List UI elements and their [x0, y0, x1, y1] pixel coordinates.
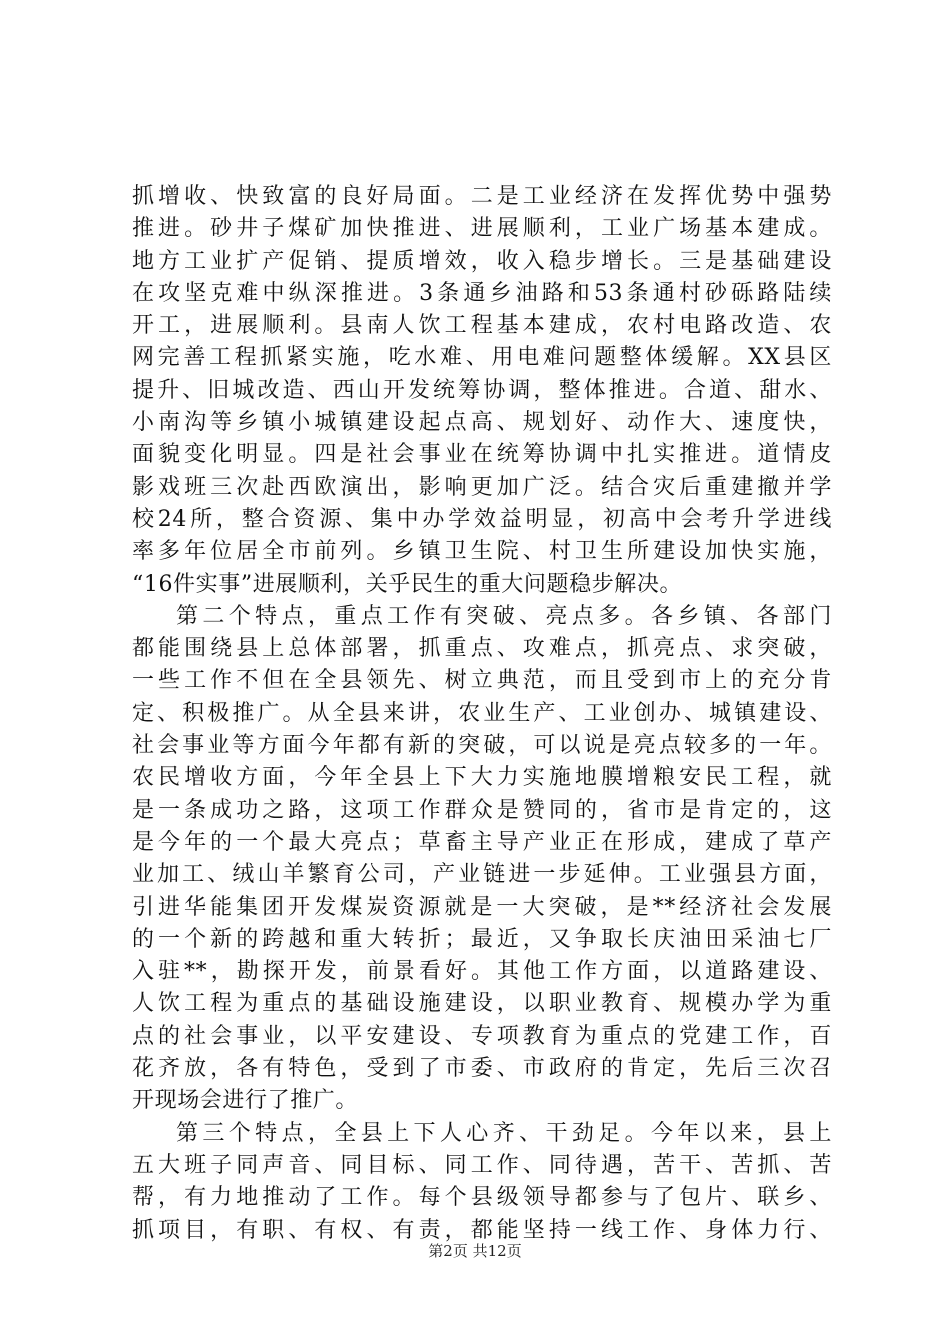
text-line: 业加工、绒山羊繁育公司，产业链进一步延伸。工业强县方面， [132, 862, 832, 888]
body-text [132, 181, 832, 1247]
text-line: 社会事业等方面今年都有新的突破，可以说是亮点较多的一年。 [132, 733, 832, 759]
text-line: 抓增收、快致富的良好局面。二是工业经济在发挥优势中强势 [132, 184, 832, 209]
text-line: 帮，有力地推动了工作。每个县级领导都参与了包片、联乡、 [132, 1185, 832, 1211]
text-line: 的一个新的跨越和重大转折；最近，又争取长庆油田采油七厂 [132, 926, 832, 952]
text-line: 地方工业扩产促销、提质增效，收入稳步增长。三是基础建设 [132, 248, 832, 274]
text-line: 花齐放，各有特色，受到了市委、市政府的肯定，先后三次召 [132, 1056, 832, 1082]
text-line: 农民增收方面，今年全县上下大力实施地膜增粮安民工程，就 [132, 765, 832, 791]
paragraph-start-line: 第二个特点，重点工作有突破、亮点多。各乡镇、各部门 [176, 603, 832, 629]
text-line: 都能围绕县上总体部署，抓重点、攻难点，抓亮点、求突破， [132, 636, 832, 662]
text-line: 入驻**，勘探开发，前景看好。其他工作方面，以道路建设、 [132, 959, 832, 985]
text-line: 校24所，整合资源、集中办学效益明显，初高中会考升学进线 [132, 506, 832, 532]
text-line: 网完善工程抓紧实施，吃水难、用电难问题整体缓解。XX县区 [132, 345, 832, 371]
text-line: 率多年位居全市前列。乡镇卫生院、村卫生所建设加快实施， [132, 539, 832, 565]
text-line: 在攻坚克难中纵深推进。3条通乡油路和53条通村砂砾路陆续 [132, 280, 832, 306]
text-line: 五大班子同声音、同目标、同工作、同待遇，苦干、苦抓、苦 [132, 1152, 832, 1178]
text-line: 人饮工程为重点的基础设施建设，以职业教育、规模办学为重 [132, 991, 832, 1017]
page-footer [0, 1241, 950, 1261]
text-line: 面貌变化明显。四是社会事业在统筹协调中扎实推进。道情皮 [132, 442, 832, 468]
text-line: 推进。砂井子煤矿加快推进、进展顺利，工业广场基本建成。 [132, 216, 832, 242]
text-line: 提升、旧城改造、西山开发统筹协调，整体推进。合道、甜水、 [132, 377, 832, 403]
text-line: 开工，进展顺利。县南人饮工程基本建成，农村电路改造、农 [132, 313, 832, 339]
text-line: 小南沟等乡镇小城镇建设起点高、规划好、动作大、速度快， [132, 410, 832, 436]
text-line: 一些工作不但在全县领先、树立典范，而且受到市上的充分肯 [132, 668, 832, 694]
text-line: 开现场会进行了推广。 [132, 1088, 359, 1114]
text-line: 点的社会事业，以平安建设、专项教育为重点的党建工作，百 [132, 1023, 832, 1049]
text-line: 影戏班三次赴西欧演出，影响更加广泛。结合灾后重建撤并学 [132, 474, 832, 500]
text-line: “16件实事”进展顺利，关乎民生的重大问题稳步解决。 [132, 571, 683, 597]
text-line: 引进华能集团开发煤炭资源就是一大突破，是**经济社会发展 [132, 894, 832, 920]
text-line: 抓项目，有职、有权、有责，都能坚持一线工作、身体力行、 [132, 1217, 832, 1243]
text-line: 是一条成功之路，这项工作群众是赞同的，省市是肯定的，这 [132, 797, 832, 823]
text-line: 定、积极推广。从全县来讲，农业生产、工业创办、城镇建设、 [132, 700, 832, 726]
paragraph-start-line: 第三个特点，全县上下人心齐、干劲足。今年以来，县上 [176, 1120, 832, 1146]
text-line: 是今年的一个最大亮点；草畜主导产业正在形成，建成了草产 [132, 829, 832, 855]
page-number-label: 第2页 共12页 [428, 1242, 522, 1260]
